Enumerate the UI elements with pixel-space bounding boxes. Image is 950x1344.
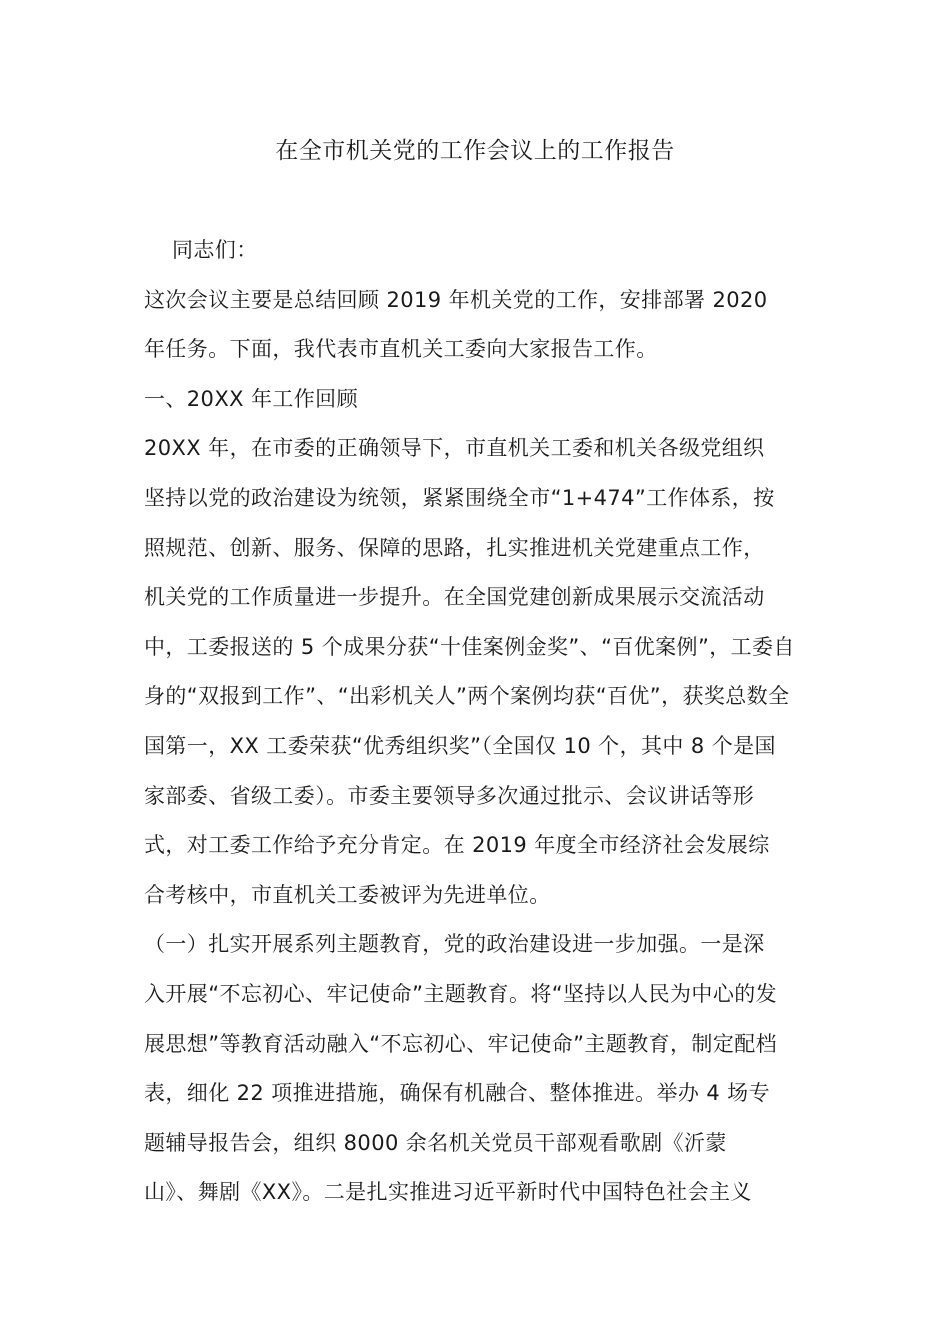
document-title: 在全市机关党的工作会议上的工作报告	[275, 138, 675, 164]
paragraph-line: 年任务。下面，我代表市直机关工委向大家报告工作。	[144, 337, 658, 362]
paragraph-line: 20XX 年，在市委的正确领导下，市直机关工委和机关各级党组织	[144, 436, 765, 461]
paragraph-line: 入开展“不忘初心、牢记使命”主题教育。将“坚持以人民为中心的发	[144, 981, 778, 1006]
paragraph-line: 身的“双报到工作”、“出彩机关人”两个案例均获“百优”，获奖总数全	[144, 684, 790, 709]
paragraph-line: 展思想”等教育活动融入“不忘初心、牢记使命”主题教育，制定配档	[144, 1031, 778, 1056]
paragraph-line: 题辅导报告会，组织 8000 余名机关党员干部观看歌剧《沂蒙	[144, 1130, 727, 1155]
paragraph-line: 式，对工委工作给予充分肯定。在 2019 年度全市经济社会发展综	[144, 833, 770, 858]
paragraph-line: 家部委、省级工委）。市委主要领导多次通过批示、会议讲话等形	[144, 783, 755, 808]
paragraph-line: （一）扎实开展系列主题教育，党的政治建设进一步加强。一是深	[144, 932, 765, 957]
paragraph-line: 坚持以党的政治建设为统领，紧紧围绕全市“1+474”工作体系，按	[144, 485, 775, 510]
paragraph-line: 山》、舞剧《XX》。二是扎实推进习近平新时代中国特色社会主义	[144, 1180, 752, 1205]
paragraph-line: 表，细化 22 项推进措施，确保有机融合、整体推进。举办 4 场专	[144, 1081, 770, 1106]
paragraph-line: 这次会议主要是总结回顾 2019 年机关党的工作，安排部署 2020	[144, 287, 768, 312]
paragraph-line: 国第一，XX 工委荣获“优秀组织奖”（全国仅 10 个，其中 8 个是国	[144, 733, 776, 758]
salutation-line: 同志们：	[172, 238, 258, 262]
paragraph-line: 照规范、创新、服务、保障的思路，扎实推进机关党建重点工作，	[144, 535, 765, 560]
section-heading: 一、20XX 年工作回顾	[144, 386, 358, 411]
paragraph-line: 合考核中，市直机关工委被评为先进单位。	[144, 882, 551, 907]
paragraph-line: 机关党的工作质量进一步提升。在全国党建创新成果展示交流活动	[144, 585, 765, 610]
paragraph-line: 中，工委报送的 5 个成果分获“十佳案例金奖”、“百优案例”，工委自	[144, 634, 795, 659]
document-body	[144, 232, 808, 1224]
